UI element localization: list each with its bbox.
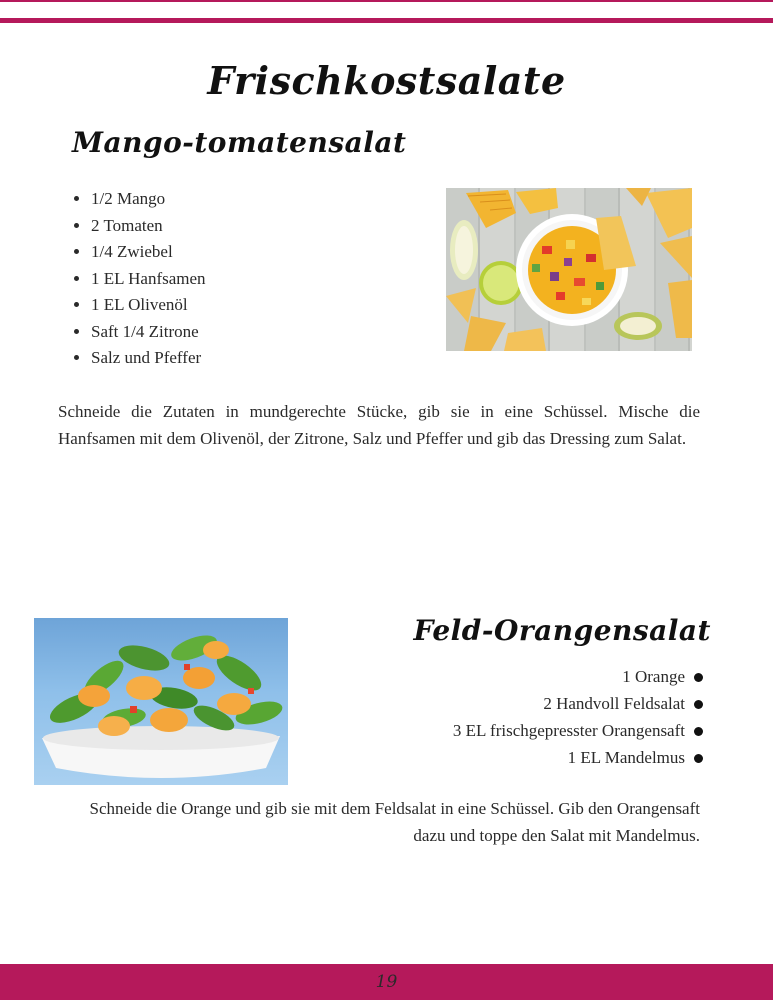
recipe2-instructions-line1: Schneide die Orange und gib sie mit dem Feldsalat in eine Schüssel. Gib den Orangensaft bbox=[89, 799, 700, 818]
mango-salsa-photo bbox=[446, 188, 692, 351]
top-border-thin bbox=[0, 0, 773, 2]
recipe2-ingredient-list bbox=[453, 663, 703, 771]
recipe1-instructions: Schneide die Zutaten in mundgerechte Stücke, gib sie in eine Schüssel. Mische die Hanfsamen mit dem Olivenöl, der Zitrone, Salz und Pfeffer und gib das Dressing zum Salat. bbox=[58, 402, 700, 448]
page-number: 19 bbox=[375, 972, 398, 992]
list-item: 2 Handvoll Feldsalat bbox=[453, 690, 703, 717]
list-item: • Salz und Pfeffer bbox=[91, 345, 206, 372]
list-item: • 1 EL Hanfsamen bbox=[91, 266, 206, 293]
list-item: • 1/2 Mango bbox=[91, 186, 206, 213]
recipe1-title: Mango-tomatensalat bbox=[72, 126, 407, 159]
list-item: 1 EL Mandelmus bbox=[453, 744, 703, 771]
recipe2-title: Feld-Orangensalat bbox=[413, 614, 711, 647]
list-item: 3 EL frischgepresster Orangensaft bbox=[453, 717, 703, 744]
recipe1-ingredient-list bbox=[73, 186, 206, 372]
recipe2-instructions-line2: dazu und toppe den Salat mit Mandelmus. bbox=[413, 826, 700, 845]
list-item: 1 Orange bbox=[453, 663, 703, 690]
top-border-thick bbox=[0, 18, 773, 23]
recipe2-instructions bbox=[48, 795, 700, 849]
list-item: • 1 EL Olivenöl bbox=[91, 292, 206, 319]
orange-salad-photo bbox=[34, 618, 288, 785]
footer-bar bbox=[0, 964, 773, 1000]
list-item: • Saft 1/4 Zitrone bbox=[91, 319, 206, 346]
list-item: • 2 Tomaten bbox=[91, 213, 206, 240]
list-item: • 1/4 Zwiebel bbox=[91, 239, 206, 266]
page-title: Frischkostsalate bbox=[207, 58, 566, 103]
